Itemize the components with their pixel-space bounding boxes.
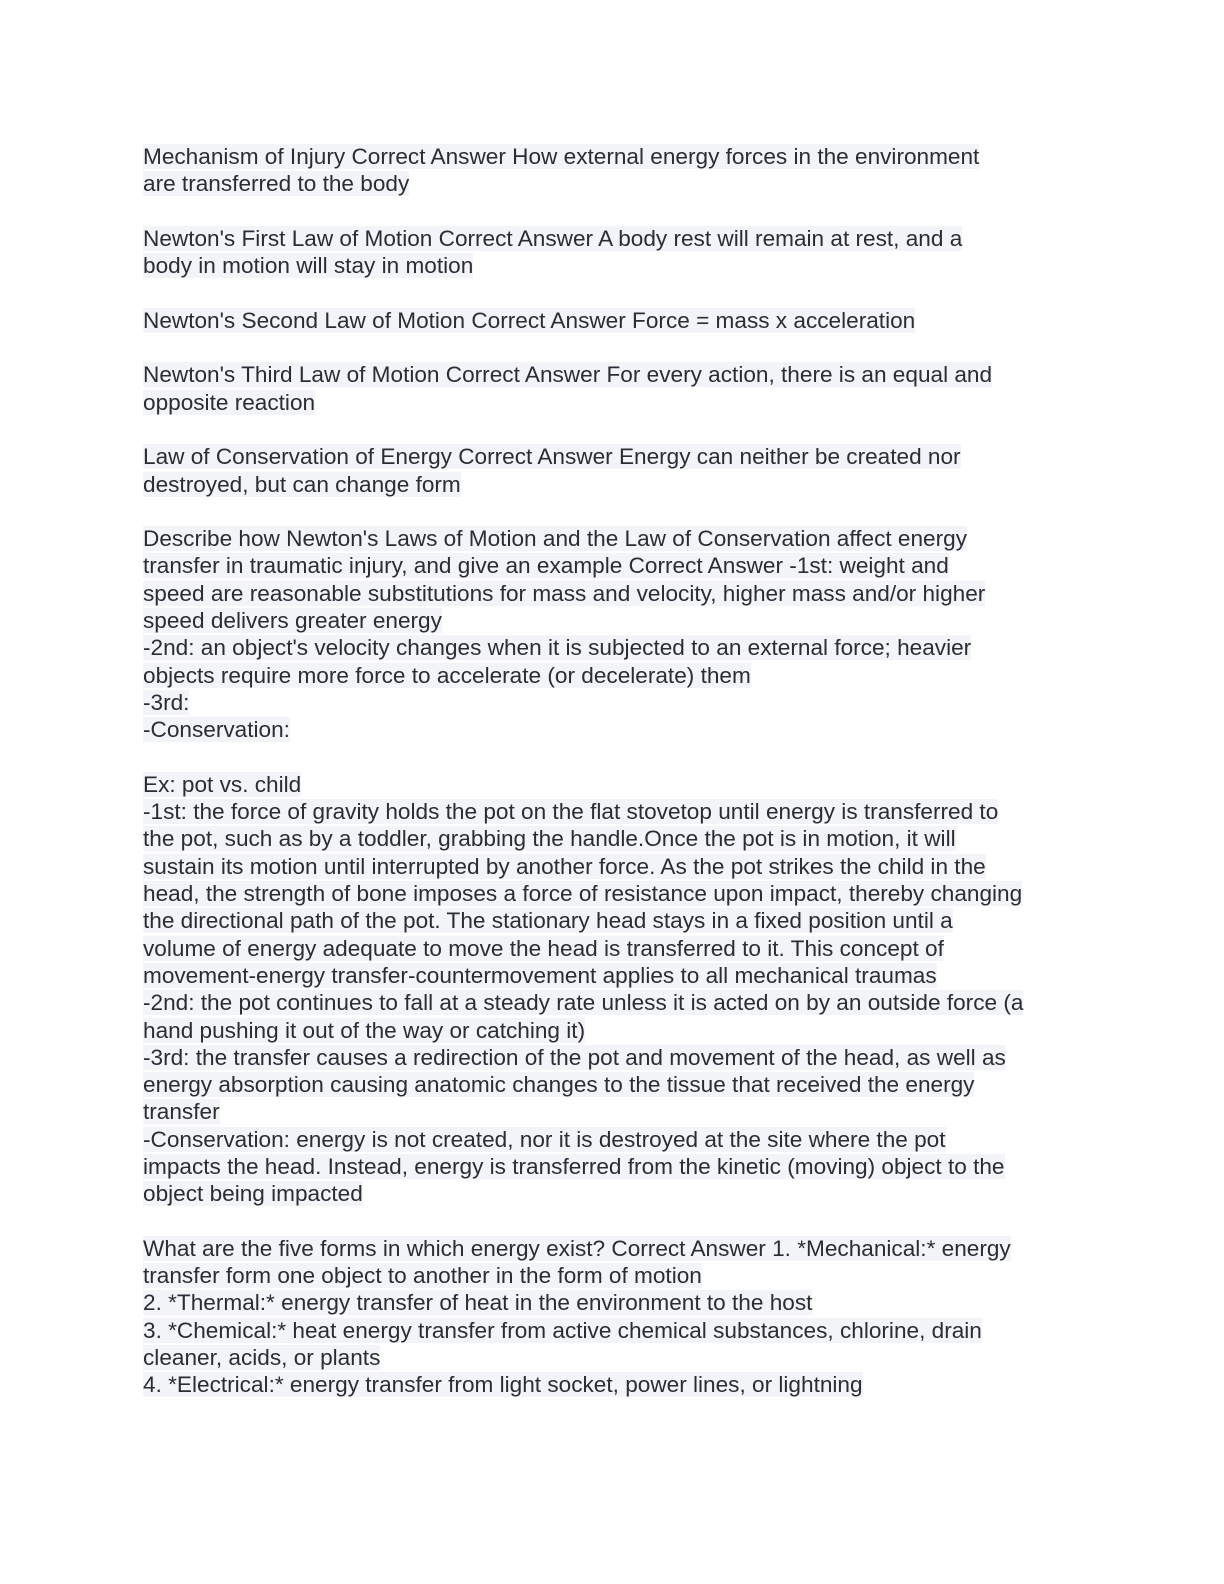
text-line: transfer bbox=[143, 1099, 220, 1125]
qa-block-conservation-of-energy bbox=[143, 443, 1083, 498]
text-line: speed delivers greater energy bbox=[143, 608, 442, 634]
text-line: transfer form one object to another in the form of motion bbox=[143, 1263, 702, 1289]
text-line: Newton's Second Law of Motion Correct Answer Force = mass x acceleration bbox=[143, 307, 916, 333]
text-line: sustain its motion until interrupted by another force. As the pot strikes the child in the bbox=[143, 853, 986, 879]
example-block-pot-vs-child bbox=[143, 771, 1083, 1208]
qa-block-newton-third-law bbox=[143, 361, 1083, 416]
text-line: 3. *Chemical:* heat energy transfer from active chemical substances, chlorine, drain bbox=[143, 1317, 982, 1343]
text-line: -2nd: the pot continues to fall at a steady rate unless it is acted on by an outside force (a bbox=[143, 990, 1024, 1016]
text-line: Ex: pot vs. child bbox=[143, 771, 302, 797]
text-line: objects require more force to accelerate (or decelerate) them bbox=[143, 662, 751, 688]
text-line: What are the five forms in which energy exist? Correct Answer 1. *Mechanical:* energy bbox=[143, 1235, 1011, 1261]
text-line: object being impacted bbox=[143, 1181, 363, 1207]
text-line: movement-energy transfer-countermovement applies to all mechanical traumas bbox=[143, 962, 937, 988]
text-line: -Conservation: energy is not created, nor it is destroyed at the site where the pot bbox=[143, 1126, 946, 1152]
text-line: opposite reaction bbox=[143, 389, 316, 415]
text-line: 4. *Electrical:* energy transfer from light socket, power lines, or lightning bbox=[143, 1372, 863, 1398]
text-line: Describe how Newton's Laws of Motion and the Law of Conservation affect energy bbox=[143, 526, 967, 552]
document-page bbox=[143, 143, 1083, 1426]
text-line: impacts the head. Instead, energy is transferred from the kinetic (moving) object to the bbox=[143, 1153, 1005, 1179]
text-line: the pot, such as by a toddler, grabbing the handle.Once the pot is in motion, it will bbox=[143, 826, 956, 852]
text-line: volume of energy adequate to move the head is transferred to it. This concept of bbox=[143, 935, 944, 961]
text-line: Law of Conservation of Energy Correct Answer Energy can neither be created nor bbox=[143, 444, 961, 470]
text-line: -3rd: the transfer causes a redirection of the pot and movement of the head, as well as bbox=[143, 1044, 1006, 1070]
text-line: are transferred to the body bbox=[143, 171, 410, 197]
qa-block-mechanism-of-injury bbox=[143, 143, 1083, 198]
text-line: energy absorption causing anatomic changes to the tissue that received the energy bbox=[143, 1072, 975, 1098]
text-line: Mechanism of Injury Correct Answer How external energy forces in the environment bbox=[143, 144, 980, 169]
text-line: body in motion will stay in motion bbox=[143, 253, 474, 279]
text-line: -Conservation: bbox=[143, 717, 290, 743]
text-line: -3rd: bbox=[143, 689, 190, 715]
text-line: -2nd: an object's velocity changes when it is subjected to an external force; heavier bbox=[143, 635, 972, 661]
text-line: speed are reasonable substitutions for mass and velocity, higher mass and/or higher bbox=[143, 580, 986, 606]
text-line: 2. *Thermal:* energy transfer of heat in the environment to the host bbox=[143, 1290, 813, 1316]
qa-block-describe-newtons-laws bbox=[143, 525, 1083, 743]
qa-block-five-forms-of-energy bbox=[143, 1235, 1083, 1399]
text-line: hand pushing it out of the way or catching it) bbox=[143, 1017, 586, 1043]
text-line: destroyed, but can change form bbox=[143, 471, 461, 497]
text-line: Newton's Third Law of Motion Correct Answer For every action, there is an equal and bbox=[143, 362, 993, 388]
qa-block-newton-first-law bbox=[143, 225, 1083, 280]
qa-block-newton-second-law bbox=[143, 307, 1083, 334]
text-line: cleaner, acids, or plants bbox=[143, 1345, 381, 1371]
text-line: the directional path of the pot. The stationary head stays in a fixed position until a bbox=[143, 908, 953, 934]
text-line: head, the strength of bone imposes a force of resistance upon impact, thereby changing bbox=[143, 881, 1023, 907]
text-line: Newton's First Law of Motion Correct Answer A body rest will remain at rest, and a bbox=[143, 225, 963, 251]
text-line: transfer in traumatic injury, and give an example Correct Answer -1st: weight and bbox=[143, 553, 949, 579]
text-line: -1st: the force of gravity holds the pot on the flat stovetop until energy is transferred to bbox=[143, 799, 999, 825]
